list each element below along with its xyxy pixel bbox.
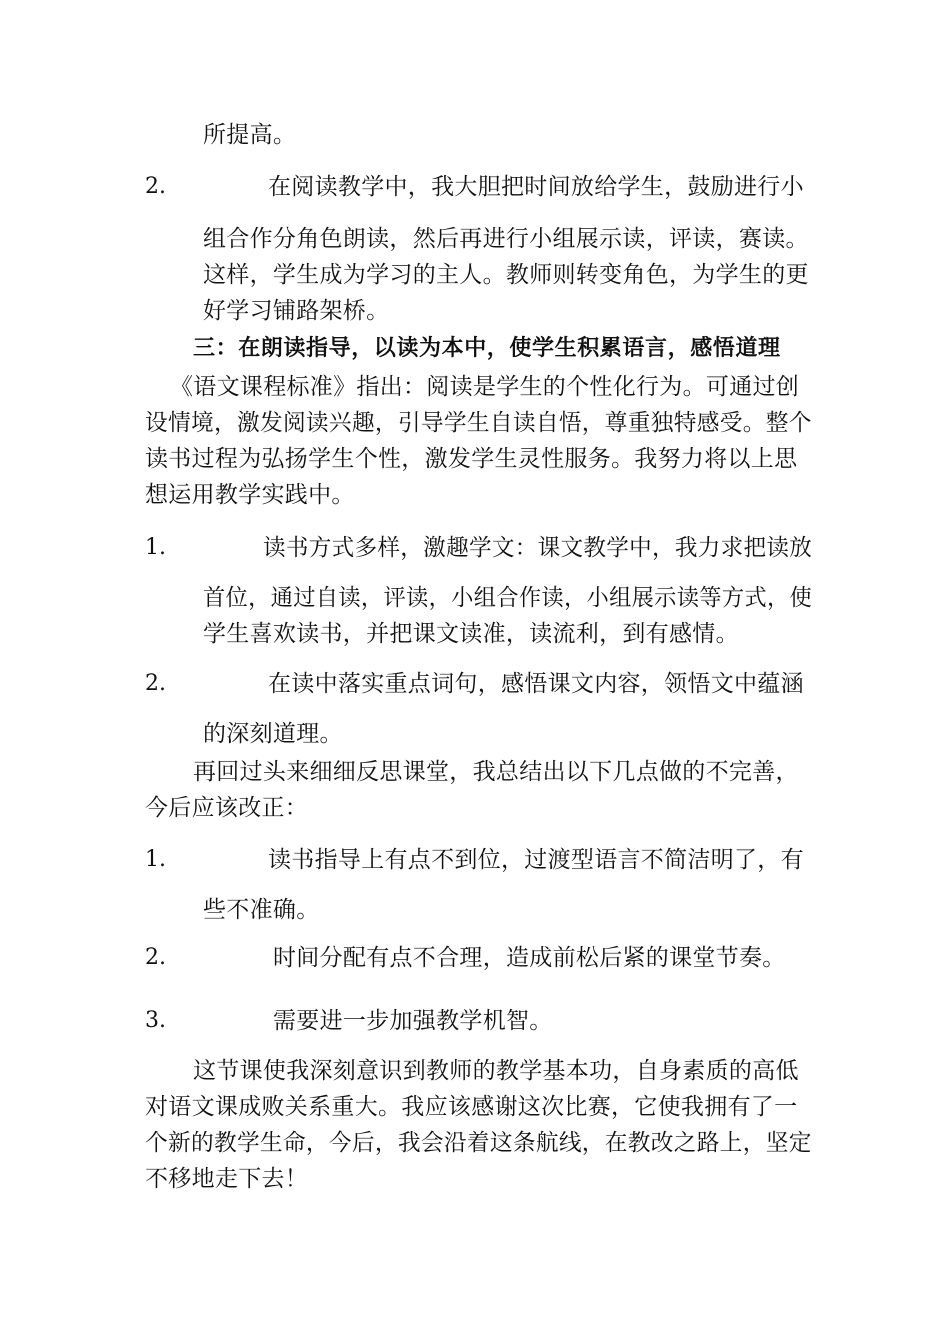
list-item-text: 需要进一步加强教学机智。 bbox=[273, 1008, 553, 1034]
paragraph-line: 再回过头来细细反思课堂，我总结出以下几点做的不完善， bbox=[193, 759, 799, 785]
paragraph-line: 个新的教学生命，今后，我会沿着这条航线，在教改之路上，坚定 bbox=[145, 1130, 812, 1156]
section-heading: 三：在朗读指导，以读为本中，使学生积累语言，感悟道理 bbox=[193, 336, 781, 361]
list-number: 2. bbox=[145, 945, 166, 970]
list-item-text: 读书指导上有点不到位，过渡型语言不简洁明了，有 bbox=[268, 847, 804, 873]
list-number: 2. bbox=[145, 174, 166, 199]
text-line: 所提高。 bbox=[203, 122, 297, 148]
paragraph-line: 想运用教学实践中。 bbox=[145, 482, 355, 508]
text-line: 学生喜欢读书，并把课文读准，读流利，到有感情。 bbox=[203, 621, 739, 647]
text-line: 些不准确。 bbox=[203, 897, 320, 923]
text-line: 好学习铺路架桥。 bbox=[203, 298, 390, 324]
paragraph-line: 不移地走下去！ bbox=[145, 1166, 309, 1192]
paragraph-line: 这节课使我深刻意识到教师的教学基本功，自身素质的高低 bbox=[193, 1058, 799, 1084]
list-item-text: 读书方式多样，激趣学文：课文教学中，我力求把读放 bbox=[263, 535, 813, 561]
paragraph-line: 设情境，激发阅读兴趣，引导学生自读自悟，尊重独特感受。整个 bbox=[145, 410, 812, 436]
list-item-text: 在读中落实重点词句，感悟课文内容，领悟文中蕴涵 bbox=[268, 671, 804, 697]
list-item-text: 在阅读教学中，我大胆把时间放给学生，鼓励进行小 bbox=[268, 174, 804, 200]
paragraph-line: 对语文课成败关系重大。我应该感谢这次比赛，它使我拥有了一 bbox=[145, 1094, 798, 1120]
list-number: 1. bbox=[145, 847, 166, 872]
paragraph-line: 《语文课程标准》指出：阅读是学生的个性化行为。可通过创 bbox=[170, 374, 800, 400]
list-number: 2. bbox=[145, 671, 166, 696]
paragraph-line: 读书过程为弘扬学生个性，激发学生灵性服务。我努力将以上思 bbox=[145, 446, 798, 472]
list-number: 3. bbox=[145, 1008, 166, 1033]
list-item-text: 时间分配有点不合理，造成前松后紧的课堂节奏。 bbox=[273, 945, 786, 971]
text-line: 首位，通过自读，评读，小组合作读，小组展示读等方式，使 bbox=[203, 585, 813, 611]
list-number: 1. bbox=[145, 535, 166, 560]
text-line: 组合作分角色朗读，然后再进行小组展示读，评读，赛读。 bbox=[203, 226, 809, 252]
paragraph-line: 今后应该改正： bbox=[145, 795, 309, 821]
text-line: 这样，学生成为学习的主人。教师则转变角色，为学生的更 bbox=[203, 262, 809, 288]
text-line: 的深刻道理。 bbox=[203, 721, 343, 747]
